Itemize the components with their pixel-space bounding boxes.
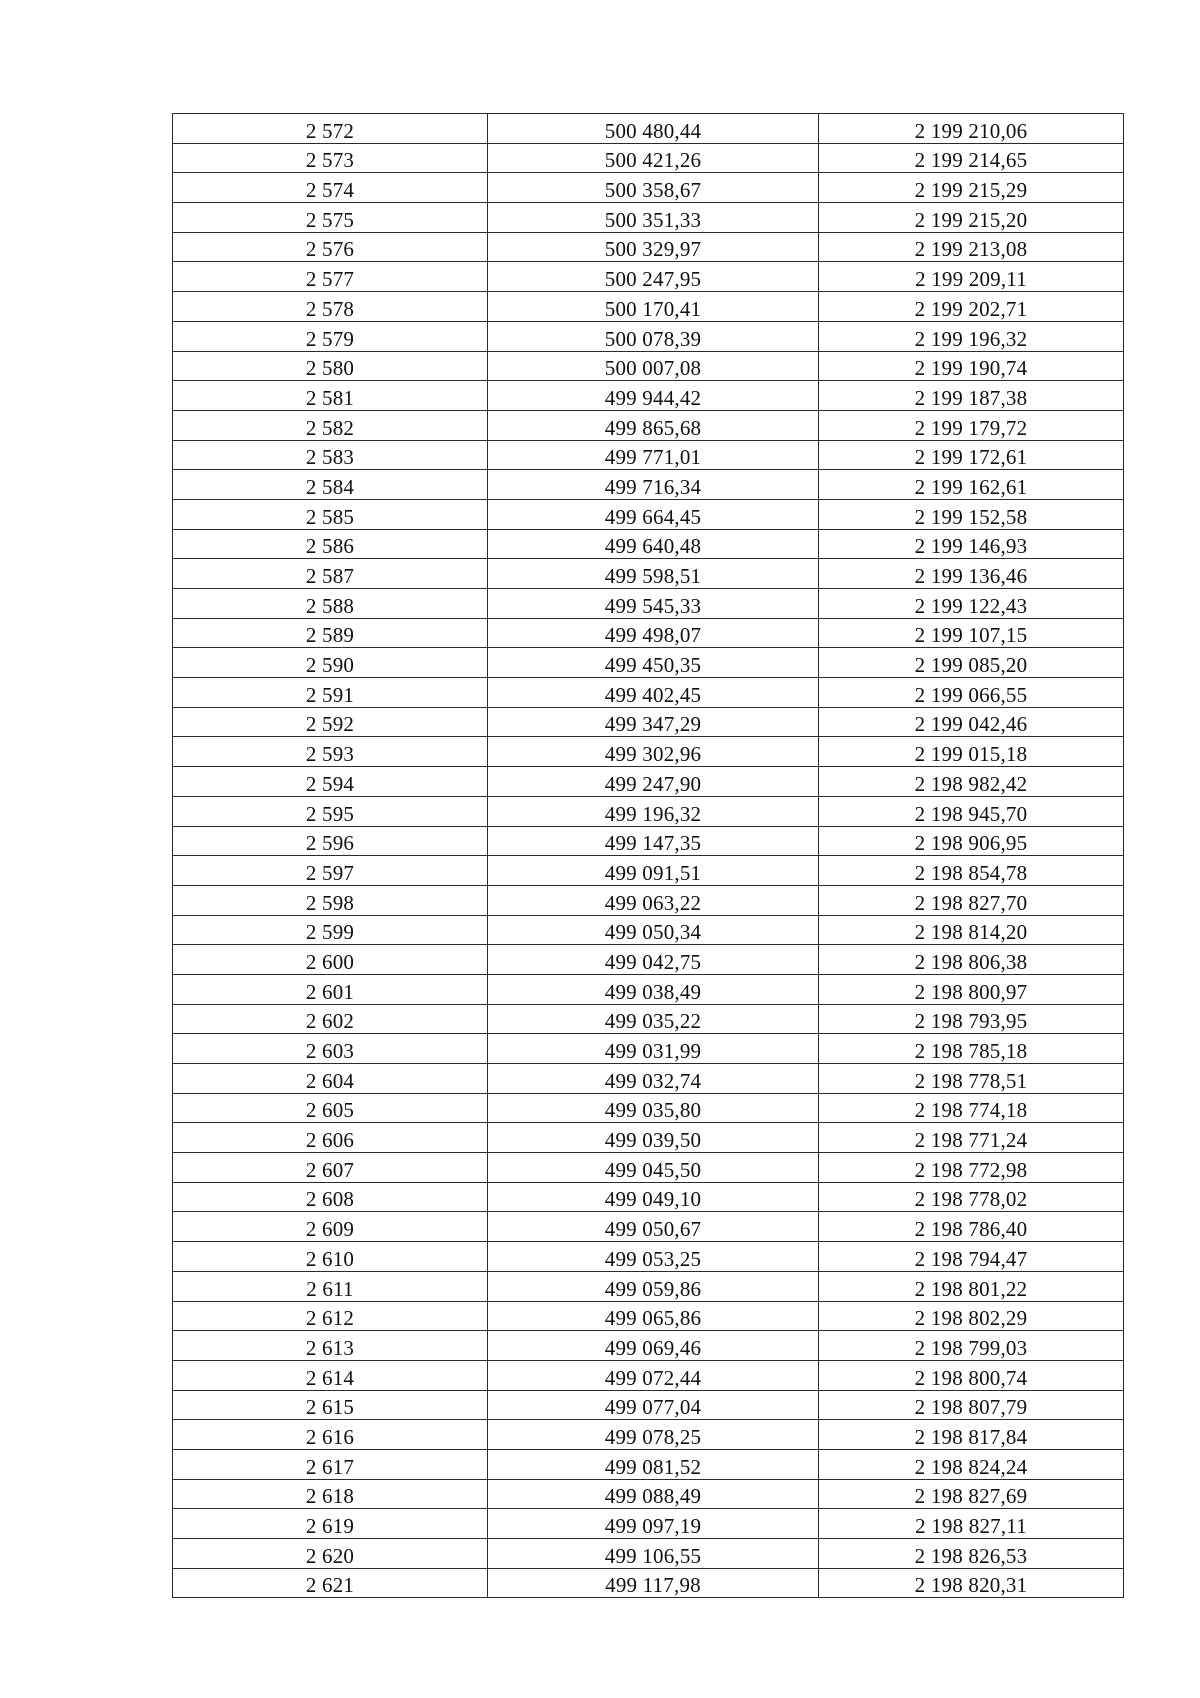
y-coordinate-cell: 2 199 042,46 xyxy=(819,707,1124,737)
y-coordinate-cell: 2 198 827,69 xyxy=(819,1479,1124,1509)
table-row xyxy=(173,767,1124,797)
point-number-cell: 2 603 xyxy=(173,1034,488,1064)
y-coordinate-cell: 2 199 066,55 xyxy=(819,678,1124,708)
coordinates-table xyxy=(172,113,1124,1598)
point-number-cell: 2 577 xyxy=(173,262,488,292)
y-coordinate-cell: 2 199 136,46 xyxy=(819,559,1124,589)
point-number-cell: 2 582 xyxy=(173,410,488,440)
y-coordinate-cell: 2 198 906,95 xyxy=(819,826,1124,856)
y-coordinate-cell: 2 198 827,11 xyxy=(819,1509,1124,1539)
point-number-cell: 2 572 xyxy=(173,114,488,144)
y-coordinate-cell: 2 199 215,29 xyxy=(819,173,1124,203)
coordinates-table-body xyxy=(173,114,1124,1598)
table-row xyxy=(173,1153,1124,1183)
y-coordinate-cell: 2 198 778,51 xyxy=(819,1064,1124,1094)
x-coordinate-cell: 499 050,34 xyxy=(488,915,819,945)
y-coordinate-cell: 2 198 817,84 xyxy=(819,1420,1124,1450)
y-coordinate-cell: 2 199 196,32 xyxy=(819,321,1124,351)
y-coordinate-cell: 2 198 854,78 xyxy=(819,856,1124,886)
y-coordinate-cell: 2 198 982,42 xyxy=(819,767,1124,797)
point-number-cell: 2 621 xyxy=(173,1568,488,1598)
table-row xyxy=(173,618,1124,648)
point-number-cell: 2 612 xyxy=(173,1301,488,1331)
table-row xyxy=(173,262,1124,292)
table-row xyxy=(173,381,1124,411)
y-coordinate-cell: 2 198 799,03 xyxy=(819,1331,1124,1361)
point-number-cell: 2 611 xyxy=(173,1271,488,1301)
y-coordinate-cell: 2 199 179,72 xyxy=(819,410,1124,440)
table-row xyxy=(173,1004,1124,1034)
point-number-cell: 2 610 xyxy=(173,1242,488,1272)
x-coordinate-cell: 499 944,42 xyxy=(488,381,819,411)
x-coordinate-cell: 499 081,52 xyxy=(488,1449,819,1479)
table-row xyxy=(173,737,1124,767)
y-coordinate-cell: 2 198 800,74 xyxy=(819,1360,1124,1390)
table-row xyxy=(173,1064,1124,1094)
y-coordinate-cell: 2 199 172,61 xyxy=(819,440,1124,470)
point-number-cell: 2 573 xyxy=(173,143,488,173)
point-number-cell: 2 618 xyxy=(173,1479,488,1509)
x-coordinate-cell: 499 865,68 xyxy=(488,410,819,440)
point-number-cell: 2 599 xyxy=(173,915,488,945)
point-number-cell: 2 585 xyxy=(173,499,488,529)
point-number-cell: 2 587 xyxy=(173,559,488,589)
table-row xyxy=(173,1479,1124,1509)
point-number-cell: 2 608 xyxy=(173,1182,488,1212)
x-coordinate-cell: 499 147,35 xyxy=(488,826,819,856)
x-coordinate-cell: 499 247,90 xyxy=(488,767,819,797)
table-row xyxy=(173,678,1124,708)
y-coordinate-cell: 2 198 802,29 xyxy=(819,1301,1124,1331)
point-number-cell: 2 580 xyxy=(173,351,488,381)
y-coordinate-cell: 2 199 202,71 xyxy=(819,292,1124,322)
point-number-cell: 2 583 xyxy=(173,440,488,470)
x-coordinate-cell: 499 091,51 xyxy=(488,856,819,886)
table-row xyxy=(173,529,1124,559)
table-row xyxy=(173,1390,1124,1420)
table-row xyxy=(173,1539,1124,1569)
table-row xyxy=(173,1420,1124,1450)
point-number-cell: 2 595 xyxy=(173,796,488,826)
x-coordinate-cell: 499 031,99 xyxy=(488,1034,819,1064)
table-row xyxy=(173,945,1124,975)
x-coordinate-cell: 500 421,26 xyxy=(488,143,819,173)
table-row xyxy=(173,232,1124,262)
point-number-cell: 2 586 xyxy=(173,529,488,559)
x-coordinate-cell: 499 664,45 xyxy=(488,499,819,529)
point-number-cell: 2 579 xyxy=(173,321,488,351)
x-coordinate-cell: 499 196,32 xyxy=(488,796,819,826)
y-coordinate-cell: 2 199 162,61 xyxy=(819,470,1124,500)
point-number-cell: 2 601 xyxy=(173,974,488,1004)
table-row xyxy=(173,1509,1124,1539)
x-coordinate-cell: 499 035,22 xyxy=(488,1004,819,1034)
x-coordinate-cell: 499 045,50 xyxy=(488,1153,819,1183)
x-coordinate-cell: 500 351,33 xyxy=(488,203,819,233)
point-number-cell: 2 617 xyxy=(173,1449,488,1479)
point-number-cell: 2 613 xyxy=(173,1331,488,1361)
y-coordinate-cell: 2 198 820,31 xyxy=(819,1568,1124,1598)
table-row xyxy=(173,1301,1124,1331)
point-number-cell: 2 615 xyxy=(173,1390,488,1420)
x-coordinate-cell: 499 063,22 xyxy=(488,885,819,915)
table-row xyxy=(173,470,1124,500)
table-row xyxy=(173,974,1124,1004)
x-coordinate-cell: 499 545,33 xyxy=(488,589,819,619)
point-number-cell: 2 620 xyxy=(173,1539,488,1569)
x-coordinate-cell: 499 347,29 xyxy=(488,707,819,737)
table-row xyxy=(173,143,1124,173)
y-coordinate-cell: 2 199 215,20 xyxy=(819,203,1124,233)
x-coordinate-cell: 499 302,96 xyxy=(488,737,819,767)
x-coordinate-cell: 499 598,51 xyxy=(488,559,819,589)
point-number-cell: 2 592 xyxy=(173,707,488,737)
x-coordinate-cell: 499 059,86 xyxy=(488,1271,819,1301)
point-number-cell: 2 607 xyxy=(173,1153,488,1183)
x-coordinate-cell: 500 170,41 xyxy=(488,292,819,322)
y-coordinate-cell: 2 198 771,24 xyxy=(819,1123,1124,1153)
table-row xyxy=(173,173,1124,203)
x-coordinate-cell: 499 032,74 xyxy=(488,1064,819,1094)
y-coordinate-cell: 2 198 774,18 xyxy=(819,1093,1124,1123)
x-coordinate-cell: 499 077,04 xyxy=(488,1390,819,1420)
point-number-cell: 2 593 xyxy=(173,737,488,767)
point-number-cell: 2 584 xyxy=(173,470,488,500)
y-coordinate-cell: 2 198 827,70 xyxy=(819,885,1124,915)
point-number-cell: 2 616 xyxy=(173,1420,488,1450)
table-row xyxy=(173,321,1124,351)
point-number-cell: 2 588 xyxy=(173,589,488,619)
y-coordinate-cell: 2 198 778,02 xyxy=(819,1182,1124,1212)
table-row xyxy=(173,589,1124,619)
point-number-cell: 2 606 xyxy=(173,1123,488,1153)
table-row xyxy=(173,1034,1124,1064)
table-row xyxy=(173,1123,1124,1153)
point-number-cell: 2 602 xyxy=(173,1004,488,1034)
y-coordinate-cell: 2 198 794,47 xyxy=(819,1242,1124,1272)
y-coordinate-cell: 2 198 800,97 xyxy=(819,974,1124,1004)
table-row xyxy=(173,648,1124,678)
x-coordinate-cell: 499 049,10 xyxy=(488,1182,819,1212)
table-row xyxy=(173,1182,1124,1212)
x-coordinate-cell: 499 097,19 xyxy=(488,1509,819,1539)
table-row xyxy=(173,559,1124,589)
table-row xyxy=(173,1449,1124,1479)
point-number-cell: 2 619 xyxy=(173,1509,488,1539)
y-coordinate-cell: 2 199 209,11 xyxy=(819,262,1124,292)
point-number-cell: 2 604 xyxy=(173,1064,488,1094)
table-row xyxy=(173,796,1124,826)
point-number-cell: 2 597 xyxy=(173,856,488,886)
x-coordinate-cell: 500 247,95 xyxy=(488,262,819,292)
x-coordinate-cell: 499 088,49 xyxy=(488,1479,819,1509)
x-coordinate-cell: 499 038,49 xyxy=(488,974,819,1004)
x-coordinate-cell: 499 065,86 xyxy=(488,1301,819,1331)
y-coordinate-cell: 2 199 122,43 xyxy=(819,589,1124,619)
table-row xyxy=(173,410,1124,440)
x-coordinate-cell: 499 117,98 xyxy=(488,1568,819,1598)
point-number-cell: 2 576 xyxy=(173,232,488,262)
y-coordinate-cell: 2 199 152,58 xyxy=(819,499,1124,529)
y-coordinate-cell: 2 198 806,38 xyxy=(819,945,1124,975)
y-coordinate-cell: 2 199 146,93 xyxy=(819,529,1124,559)
table-row xyxy=(173,826,1124,856)
y-coordinate-cell: 2 199 213,08 xyxy=(819,232,1124,262)
table-row xyxy=(173,499,1124,529)
point-number-cell: 2 600 xyxy=(173,945,488,975)
table-row xyxy=(173,351,1124,381)
point-number-cell: 2 575 xyxy=(173,203,488,233)
table-row xyxy=(173,707,1124,737)
table-row xyxy=(173,1271,1124,1301)
y-coordinate-cell: 2 199 214,65 xyxy=(819,143,1124,173)
x-coordinate-cell: 499 450,35 xyxy=(488,648,819,678)
point-number-cell: 2 605 xyxy=(173,1093,488,1123)
y-coordinate-cell: 2 198 793,95 xyxy=(819,1004,1124,1034)
y-coordinate-cell: 2 198 807,79 xyxy=(819,1390,1124,1420)
table-row xyxy=(173,203,1124,233)
x-coordinate-cell: 500 329,97 xyxy=(488,232,819,262)
y-coordinate-cell: 2 198 801,22 xyxy=(819,1271,1124,1301)
x-coordinate-cell: 499 716,34 xyxy=(488,470,819,500)
y-coordinate-cell: 2 199 015,18 xyxy=(819,737,1124,767)
x-coordinate-cell: 499 039,50 xyxy=(488,1123,819,1153)
y-coordinate-cell: 2 198 945,70 xyxy=(819,796,1124,826)
table-row xyxy=(173,1360,1124,1390)
point-number-cell: 2 609 xyxy=(173,1212,488,1242)
table-row xyxy=(173,856,1124,886)
x-coordinate-cell: 500 007,08 xyxy=(488,351,819,381)
x-coordinate-cell: 499 035,80 xyxy=(488,1093,819,1123)
y-coordinate-cell: 2 198 772,98 xyxy=(819,1153,1124,1183)
table-row xyxy=(173,885,1124,915)
y-coordinate-cell: 2 198 785,18 xyxy=(819,1034,1124,1064)
x-coordinate-cell: 500 078,39 xyxy=(488,321,819,351)
table-row xyxy=(173,1212,1124,1242)
y-coordinate-cell: 2 198 814,20 xyxy=(819,915,1124,945)
point-number-cell: 2 591 xyxy=(173,678,488,708)
y-coordinate-cell: 2 199 107,15 xyxy=(819,618,1124,648)
x-coordinate-cell: 499 069,46 xyxy=(488,1331,819,1361)
point-number-cell: 2 574 xyxy=(173,173,488,203)
x-coordinate-cell: 499 498,07 xyxy=(488,618,819,648)
point-number-cell: 2 590 xyxy=(173,648,488,678)
table-row xyxy=(173,292,1124,322)
point-number-cell: 2 594 xyxy=(173,767,488,797)
y-coordinate-cell: 2 199 187,38 xyxy=(819,381,1124,411)
x-coordinate-cell: 499 078,25 xyxy=(488,1420,819,1450)
point-number-cell: 2 581 xyxy=(173,381,488,411)
point-number-cell: 2 598 xyxy=(173,885,488,915)
x-coordinate-cell: 499 053,25 xyxy=(488,1242,819,1272)
table-row xyxy=(173,1331,1124,1361)
point-number-cell: 2 596 xyxy=(173,826,488,856)
y-coordinate-cell: 2 199 085,20 xyxy=(819,648,1124,678)
x-coordinate-cell: 499 042,75 xyxy=(488,945,819,975)
y-coordinate-cell: 2 198 826,53 xyxy=(819,1539,1124,1569)
x-coordinate-cell: 499 050,67 xyxy=(488,1212,819,1242)
x-coordinate-cell: 499 072,44 xyxy=(488,1360,819,1390)
table-row xyxy=(173,440,1124,470)
x-coordinate-cell: 499 771,01 xyxy=(488,440,819,470)
table-row xyxy=(173,1093,1124,1123)
x-coordinate-cell: 499 402,45 xyxy=(488,678,819,708)
y-coordinate-cell: 2 198 786,40 xyxy=(819,1212,1124,1242)
x-coordinate-cell: 500 480,44 xyxy=(488,114,819,144)
point-number-cell: 2 589 xyxy=(173,618,488,648)
x-coordinate-cell: 499 640,48 xyxy=(488,529,819,559)
point-number-cell: 2 578 xyxy=(173,292,488,322)
table-row xyxy=(173,1568,1124,1598)
x-coordinate-cell: 500 358,67 xyxy=(488,173,819,203)
y-coordinate-cell: 2 198 824,24 xyxy=(819,1449,1124,1479)
y-coordinate-cell: 2 199 190,74 xyxy=(819,351,1124,381)
table-row xyxy=(173,1242,1124,1272)
table-row xyxy=(173,915,1124,945)
point-number-cell: 2 614 xyxy=(173,1360,488,1390)
table-row xyxy=(173,114,1124,144)
x-coordinate-cell: 499 106,55 xyxy=(488,1539,819,1569)
y-coordinate-cell: 2 199 210,06 xyxy=(819,114,1124,144)
